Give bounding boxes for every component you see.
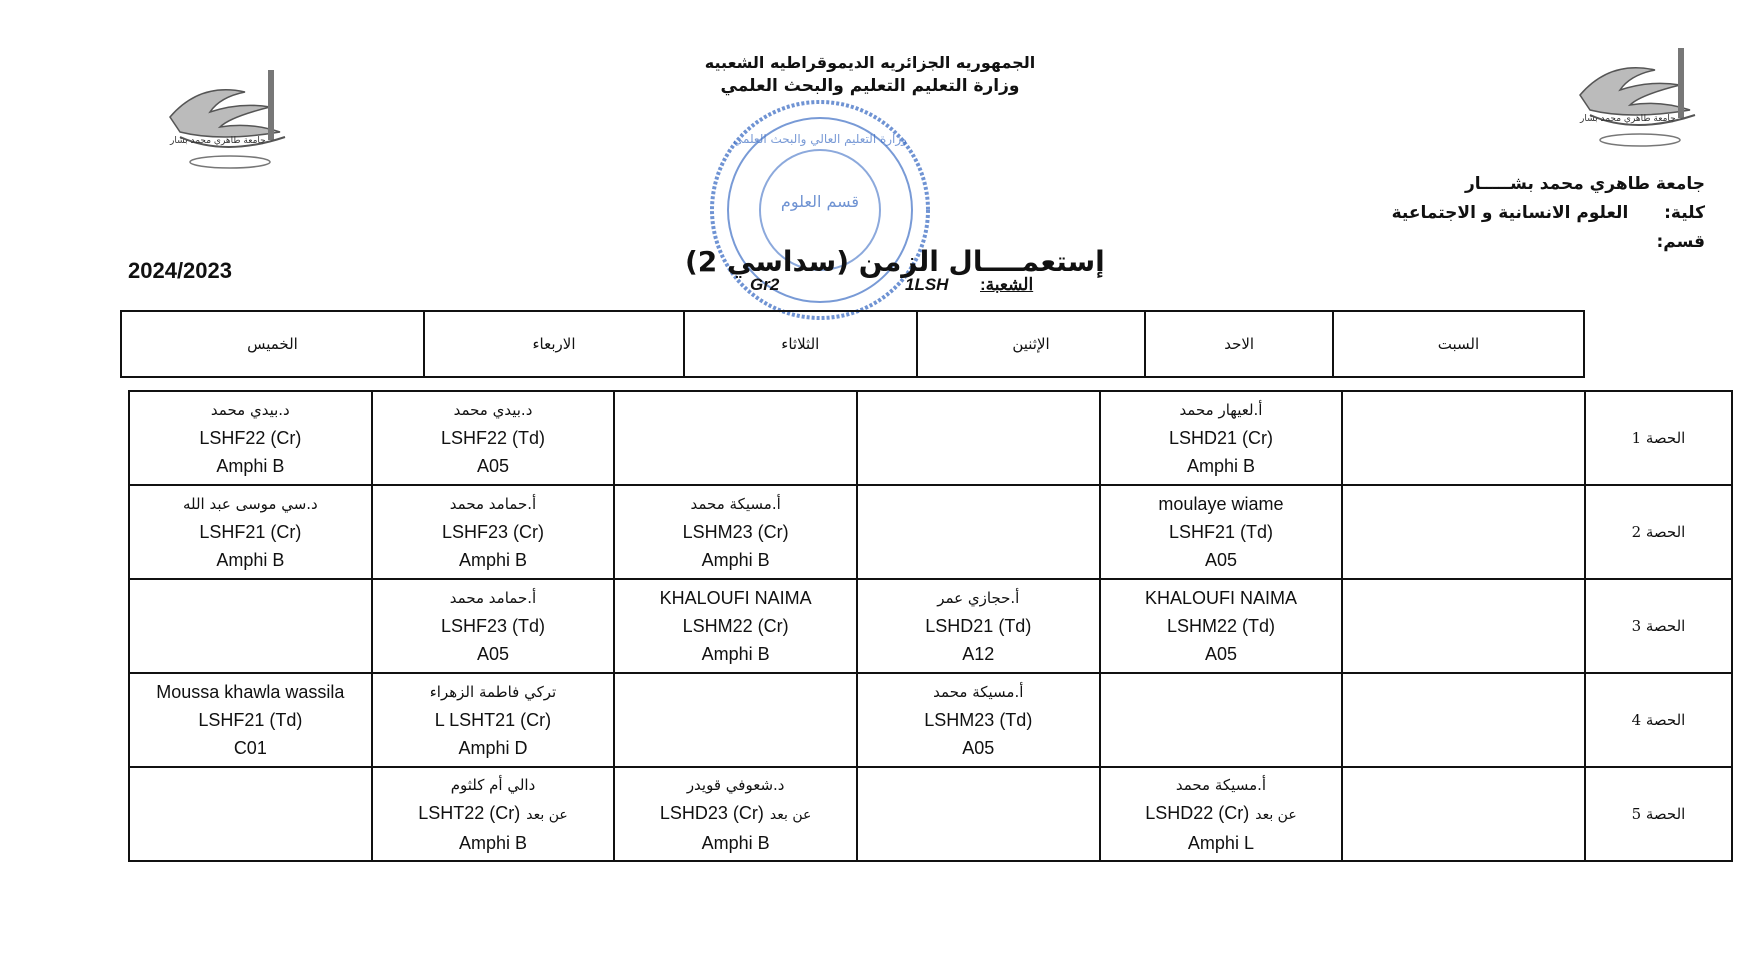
room-name: A12	[962, 644, 995, 664]
cell-thu	[129, 391, 372, 485]
cell-sat	[1342, 767, 1585, 861]
course-line	[860, 706, 1097, 734]
course-code: LSHF22 (Cr)	[199, 428, 302, 448]
course-line	[1103, 799, 1340, 829]
room-name: Amphi B	[458, 833, 527, 853]
session-label: الحصة 2	[1585, 485, 1732, 579]
remote-badge: عن بعد	[1255, 807, 1297, 823]
teacher-name: moulaye wiame	[1158, 494, 1284, 514]
department-stamp	[705, 95, 935, 329]
session-row	[129, 579, 1732, 673]
course-line	[375, 706, 612, 734]
room-name: Amphi B	[1186, 456, 1255, 476]
course-line	[1103, 424, 1340, 452]
course-code: LSHF23 (Td)	[440, 616, 545, 636]
day-header-thu: الخميس	[121, 311, 424, 377]
course-line	[375, 424, 612, 452]
course-line	[132, 706, 369, 734]
university-logo-left	[150, 62, 300, 172]
section-label: الشعبة:	[980, 275, 1034, 294]
room-name: Amphi L	[1187, 833, 1254, 853]
day-header-wed: الاربعاء	[424, 311, 684, 377]
course-line	[617, 799, 854, 829]
session-row	[129, 767, 1732, 861]
cell-thu	[129, 485, 372, 579]
cell-sat	[1342, 485, 1585, 579]
teacher-name: KHALOUFI NAIMA	[659, 588, 812, 608]
ministry-name: وزارة التعليم التعليم والبحث العلمي	[720, 76, 1020, 96]
cell-sun	[1100, 673, 1343, 767]
course-code: LSHF22 (Td)	[440, 428, 545, 448]
session-row	[129, 673, 1732, 767]
cell-mon	[857, 391, 1100, 485]
course-code: LSHM23 (Cr)	[682, 522, 789, 542]
session-label: الحصة 1	[1585, 391, 1732, 485]
header-right	[1392, 170, 1705, 257]
cell-wed	[372, 391, 615, 485]
days-header	[120, 310, 1585, 378]
header-center	[620, 52, 1120, 98]
university-name: جامعة طاهري محمد بشـــــار	[1464, 174, 1705, 194]
teacher-name: د.بيدي محمد	[210, 401, 290, 419]
cell-tue	[614, 673, 857, 767]
cell-sun	[1100, 767, 1343, 861]
cell-mon	[857, 673, 1100, 767]
cell-thu	[129, 579, 372, 673]
remote-badge: عن بعد	[526, 807, 568, 823]
teacher-name: أ.لعيهار محمد	[1179, 401, 1263, 419]
course-code: LSHM23 (Td)	[924, 710, 1033, 730]
schedule-grid	[128, 390, 1733, 862]
room-name: Amphi B	[216, 456, 285, 476]
page-title: إستعمــــال الزمن (سداسي 2)	[685, 245, 1105, 278]
course-code: LSHF21 (Td)	[1168, 522, 1273, 542]
cell-tue	[614, 579, 857, 673]
course-line	[1103, 518, 1340, 546]
logo-caption: جامعة طاهري محمد بشار	[170, 136, 266, 146]
cell-sat	[1342, 673, 1585, 767]
session-label: الحصة 5	[1585, 767, 1732, 861]
cell-mon	[857, 767, 1100, 861]
course-code: LSHD21 (Cr)	[1168, 428, 1273, 448]
teacher-name: أ.مسيكة محمد	[933, 683, 1024, 701]
day-header-sun: الاحد	[1145, 311, 1332, 377]
cell-sun	[1100, 485, 1343, 579]
course-code: LSHF23 (Cr)	[441, 522, 544, 542]
room-name: A05	[1204, 644, 1237, 664]
course-code: LSHT22 (Cr)	[418, 803, 521, 823]
room-name: A05	[476, 456, 509, 476]
teacher-name: أ.حمامد محمد	[449, 589, 537, 607]
teacher-name: أ.حجازي عمر	[937, 589, 1020, 607]
course-code: LSHF21 (Td)	[198, 710, 303, 730]
course-line	[860, 612, 1097, 640]
room-name: Amphi B	[701, 833, 770, 853]
course-code: LSHM22 (Cr)	[682, 616, 789, 636]
cell-mon	[857, 579, 1100, 673]
course-line	[375, 612, 612, 640]
course-line	[1103, 612, 1340, 640]
remote-badge: عن بعد	[769, 807, 812, 823]
course-code: LSHM22 (Td)	[1166, 616, 1275, 636]
course-code: LSHD23 (Cr)	[659, 803, 764, 823]
cell-sat	[1342, 391, 1585, 485]
day-header-sat: السبت	[1333, 311, 1584, 377]
teacher-name: د.سي موسى عبد الله	[182, 495, 318, 513]
cell-thu	[129, 673, 372, 767]
teacher-name: د.بيدي محمد	[453, 401, 533, 419]
group-name: Gr2	[750, 275, 780, 294]
room-name: A05	[1204, 550, 1237, 570]
cell-tue	[614, 391, 857, 485]
department-label: قسم:	[1656, 232, 1705, 252]
faculty-name: العلوم الانسانية و الاجتماعية	[1391, 203, 1629, 223]
course-line	[617, 518, 854, 546]
session-label: الحصة 4	[1585, 673, 1732, 767]
teacher-name: أ.حمامد محمد	[449, 495, 537, 513]
room-name: Amphi B	[216, 550, 285, 570]
cell-sun	[1100, 579, 1343, 673]
cell-wed	[372, 767, 615, 861]
republic-name: الجمهوريه الجزائريه الديموقراطيه الشعبيه	[704, 53, 1036, 72]
room-name: Amphi B	[701, 644, 770, 664]
course-code: LSHF21 (Cr)	[199, 522, 302, 542]
course-line	[617, 612, 854, 640]
logo-caption: جامعة طاهري محمد بشار	[1580, 114, 1676, 124]
day-header-mon: الإثنين	[917, 311, 1146, 377]
section-code: 1LSH	[905, 275, 949, 294]
teacher-name: د.شعوفي قويدر	[686, 776, 785, 794]
teacher-name: تركي فاطمة الزهراء	[429, 683, 557, 701]
cell-wed	[372, 485, 615, 579]
teacher-name: دالي أم كلثوم	[450, 776, 536, 794]
teacher-name: أ.مسيكة محمد	[1175, 776, 1267, 794]
course-code: L LSHT21 (Cr)	[434, 710, 552, 730]
room-name: C01	[233, 738, 267, 758]
room-name: A05	[962, 738, 995, 758]
cell-wed	[372, 673, 615, 767]
university-logo-right	[1560, 40, 1710, 150]
room-name: Amphi B	[701, 550, 770, 570]
room-name: A05	[476, 644, 509, 664]
course-code: LSHD21 (Td)	[925, 616, 1032, 636]
course-line	[375, 518, 612, 546]
day-header-tue: الثلاثاء	[684, 311, 916, 377]
session-label: الحصة 3	[1585, 579, 1732, 673]
academic-year: 2024/2023	[128, 258, 232, 283]
room-name: Amphi D	[458, 738, 528, 758]
faculty-label: كلية:	[1664, 203, 1705, 223]
course-code: LSHD22 (Cr)	[1145, 803, 1250, 823]
cell-tue	[614, 767, 857, 861]
course-line	[375, 799, 612, 829]
teacher-name: أ.مسيكة محمد	[690, 495, 781, 513]
cell-sun	[1100, 391, 1343, 485]
cell-sat	[1342, 579, 1585, 673]
session-row	[129, 391, 1732, 485]
cell-wed	[372, 579, 615, 673]
stamp-center-text: قسم العلوم	[780, 192, 860, 211]
teacher-name: Moussa khawla wassila	[156, 682, 345, 702]
teacher-name: KHALOUFI NAIMA	[1144, 588, 1297, 608]
room-name: Amphi B	[458, 550, 527, 570]
cell-tue	[614, 485, 857, 579]
course-line	[132, 424, 369, 452]
cell-mon	[857, 485, 1100, 579]
stamp-ring-text: وزارة التعليم العالي والبحث العلمي	[733, 132, 907, 146]
cell-thu	[129, 767, 372, 861]
course-line	[132, 518, 369, 546]
session-row	[129, 485, 1732, 579]
faculty-row	[1392, 199, 1705, 228]
